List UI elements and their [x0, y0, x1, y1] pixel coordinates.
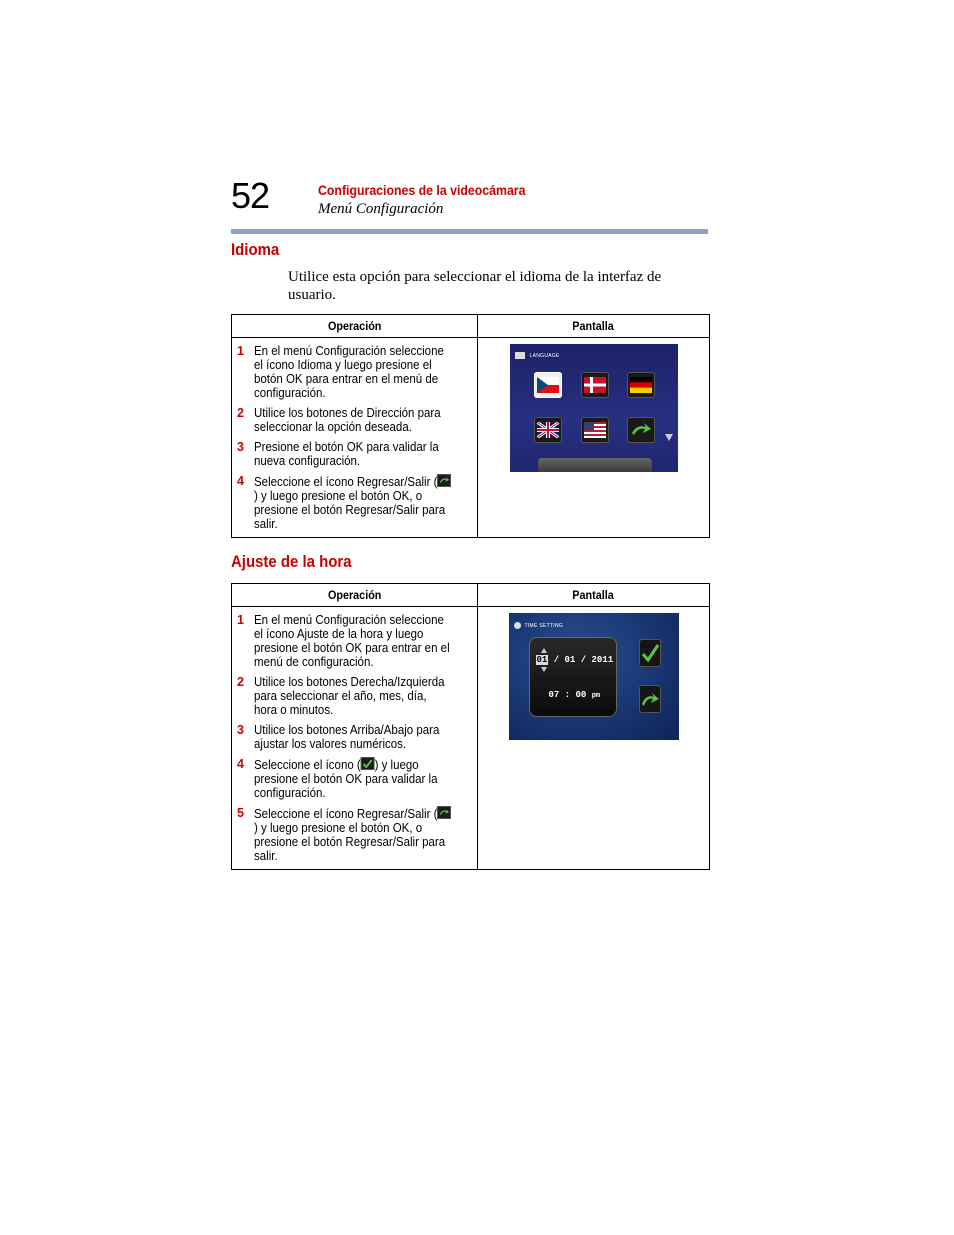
hora-step-2: 2 Utilice los botones Derecha/Izquierda para seleccionar el año, mes, día, hora o minutos. [237, 675, 445, 717]
germany-flag-icon [627, 372, 655, 398]
ampm-value: pm [591, 692, 601, 700]
up-arrow-icon [541, 648, 547, 653]
return-icon [437, 806, 451, 819]
idioma-col-operation: Operación [232, 315, 478, 338]
hora-col-operation: Operación [232, 584, 478, 607]
down-arrow-icon [541, 667, 547, 672]
section-subtitle: Menú Configuración [318, 201, 444, 217]
czech-flag-icon [534, 372, 562, 398]
date-time-panel [529, 637, 617, 717]
hora-steps [232, 607, 477, 869]
idioma-step-1: 1 En el menú Configuración seleccione el ícono Idioma y luego presione el botón OK para entrar en el menú de configuración. [237, 344, 444, 400]
selection-bar [538, 458, 652, 472]
check-icon [361, 757, 375, 770]
time-screen-title: TIME SETTING [524, 623, 564, 629]
language-screen-title: LANGUAGE [529, 353, 560, 359]
hora-steps-cell [232, 607, 478, 870]
idioma-steps [232, 338, 477, 537]
return-icon [627, 417, 655, 443]
idioma-screen-cell [478, 338, 710, 538]
idioma-step-2: 2 Utilice los botones de Dirección para seleccionar la opción deseada. [237, 406, 441, 434]
idioma-table [231, 314, 710, 538]
idioma-step-4: 4 Seleccione el ícono Regresar/Salir ( ) y luego presione el botón OK, o presione el botón Regresar/Salir para salir. [237, 474, 469, 531]
hora-table [231, 583, 710, 870]
date-rest: / 01 / 2011 [553, 655, 614, 665]
language-menu-icon [515, 352, 525, 359]
hora-step-5: 5 Seleccione el ícono Regresar/Salir ( ) y luego presione el botón OK, o presione el botón Regresar/Salir para salir. [237, 806, 469, 863]
usa-flag-icon [581, 417, 609, 443]
idioma-intro: Utilice esta opción para seleccionar el idioma de la interfaz de usuario. [288, 269, 662, 303]
heading-ajuste-hora: Ajuste de la hora [231, 552, 352, 571]
clock-icon [514, 622, 521, 629]
idioma-col-screen: Pantalla [478, 315, 710, 338]
header-rule [231, 229, 708, 234]
denmark-flag-icon [581, 372, 609, 398]
time-setting-screen [509, 613, 679, 740]
idioma-step-3: 3 Presione el botón OK para validar la nueva configuración. [237, 440, 439, 468]
scroll-down-icon [665, 434, 673, 441]
return-icon [639, 685, 661, 713]
chapter-title: Configuraciones de la videocámara [318, 182, 526, 198]
hora-col-screen: Pantalla [478, 584, 710, 607]
hora-screen-cell [478, 607, 710, 870]
check-icon [639, 639, 661, 667]
uk-flag-icon [534, 417, 562, 443]
hora-step-1: 1 En el menú Configuración seleccione el ícono Ajuste de la hora y luego presione el botón OK para entrar en el menú de configuración. [237, 613, 450, 669]
hora-step-4: 4 Seleccione el ícono ( ) y luego presione el botón OK para validar la configuración. [237, 757, 438, 800]
hora-step-3: 3 Utilice los botones Arriba/Abajo para ajustar los valores numéricos. [237, 723, 440, 751]
idioma-steps-cell [232, 338, 478, 538]
return-icon [437, 474, 451, 487]
language-screen [510, 344, 678, 472]
page-number: 52 [231, 175, 270, 216]
time-value: 07 : 00 [548, 690, 587, 700]
heading-idioma: Idioma [231, 240, 280, 259]
date-day-field: 01 [536, 655, 548, 665]
